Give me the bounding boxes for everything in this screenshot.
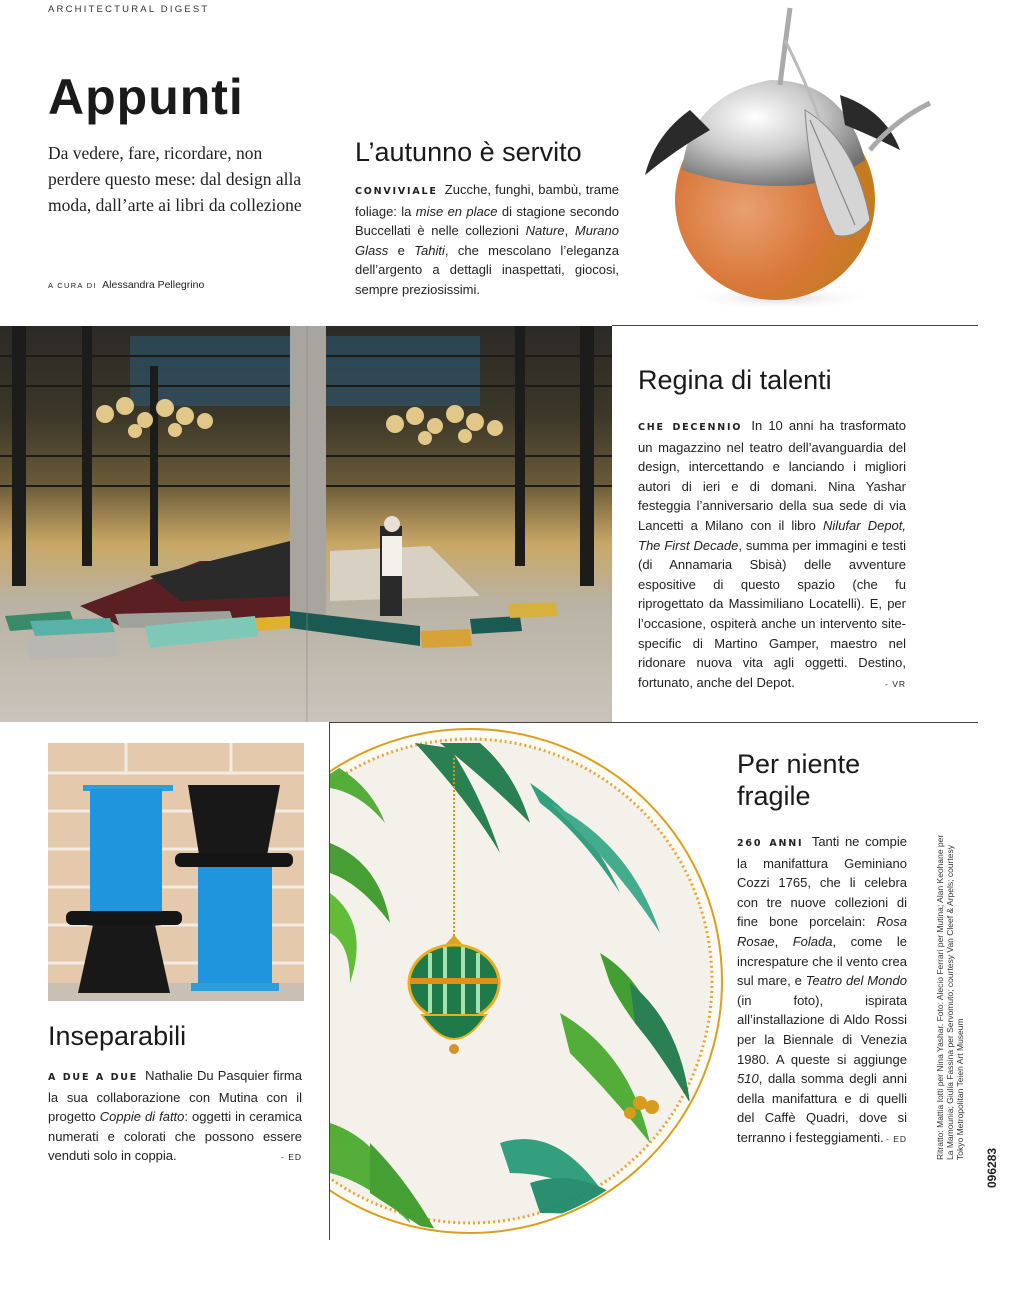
italic-title: Nature (525, 223, 565, 239)
article-body-inseparabili: A DUE A DUE Nathalie Du Pasquier firma la sua collaborazione con Mutina con il progetto Coppie di fatto: oggetti in ceramica numerati e colorati che possono essere venduti solo in coppia. - ED (48, 1066, 302, 1168)
stools-illustration (48, 743, 304, 1001)
editor-credit (48, 279, 204, 291)
italic-title: Teatro del Mondo (805, 973, 907, 989)
article-title-autunno: L’autunno è servito (355, 137, 582, 167)
article-kicker: 260 ANNI (737, 838, 804, 849)
article-title-regina: Regina di talenti (638, 365, 832, 395)
author-signature: - ED (886, 1133, 907, 1144)
article-kicker: CONVIVIALE (355, 186, 438, 197)
article-kicker: A DUE A DUE (48, 1072, 139, 1083)
photo-credits: Ritratto: Mattia Iotti per Nina Yashar. Foto: Alecio Ferrari per Mutina; Alan Keohane per La Mamounia; Giulia Fassina per Servomuto; courtesy Van Cleef & Arpels; courtesy Tokyo Metropolitan Teien Art Museum (935, 834, 965, 1160)
italic-title: 510 (737, 1071, 759, 1087)
page-deck: Da vedere, fare, ricordare, non perdere questo mese: dal design alla moda, dall’arte ai libri da collezione (48, 143, 302, 215)
article-body-fragile: 260 ANNI Tanti ne compie la manifattura Geminiano Cozzi 1765, che li celebra con tre nuove collezioni di fine bone porcelain: Rosa Rosae, Folada, come le increspature che il vento crea sul mare, e Teatro del Mondo (in foto), ispirata all’installazione di Aldo Rossi per la Biennale di Venezia 1980. A queste si aggiunge 510, dalla somma degli anni della manifattura e di quelli del Caffè Quadri, dove si terranno i festeggiamenti. - ED (737, 832, 907, 1150)
italic-title: mise en place (415, 203, 498, 219)
italic-title: Rosa Rosae (737, 914, 907, 949)
porcelain-plate-image (330, 723, 730, 1239)
italic-title: Coppie di fatto (99, 1109, 185, 1125)
italic-title: Murano Glass (355, 223, 619, 258)
article-kicker: CHE DECENNIO (638, 422, 743, 433)
article-body-autunno: CONVIVIALE Zucche, funghi, bambù, trame foliage: la mise en place di stagione secondo Buccellati è nelle collezioni Nature, Murano Glass e Tahiti, che mescolano l’eleganza dell’argento a dettagli inaspettati, giocosi, sempre preziosissimi. (355, 182, 619, 297)
interior-illustration (0, 326, 612, 722)
page-title: Appunti (48, 69, 244, 125)
italic-title: Tahiti (414, 242, 445, 258)
italic-title: Nilufar Depot, The First Decade (638, 517, 907, 553)
silver-apple-bowl-image (630, 0, 940, 320)
article-title-inseparabili: Inseparabili (48, 1021, 187, 1051)
masthead: ARCHITECTURAL DIGEST (48, 4, 210, 15)
page-code: 096283 (985, 1147, 999, 1188)
section-divider (612, 325, 978, 326)
ceramic-stools-image (48, 743, 304, 1001)
author-signature: - ED (281, 1152, 302, 1163)
credit-name: Alessandra Pellegrino (102, 279, 205, 291)
plate-illustration (330, 723, 730, 1239)
silver-apple-bowl-icon (630, 0, 940, 320)
nilufar-depot-interior-image (0, 326, 612, 722)
article-body-regina: CHE DECENNIO In 10 anni ha trasformato un magazzino nel teatro dell’avanguardia del design, intercettando e lanciando i migliori autori di ieri e di domani. Nina Yashar festeggia l’anniversario della sua sede di via Lancetti a Milano con il libro Nilufar Depot, The First Decade, summa per immagini e testi (di Annamaria Sbisà) delle avventure espositive di questo spazio (che fu riprogettato da Massimiliano Locatelli). E, per l’occasione, ospiterà anche un intervento site-specific di Martino Gamper, maestro nel ridonare nuova vita agli oggetti. Destino, fortunato, anche del Depot. - VR (638, 416, 906, 694)
credit-prefix: A CURA DI (48, 281, 97, 290)
article-title-fragile: Per niente fragile (737, 749, 861, 811)
italic-title: Folada (792, 933, 833, 949)
author-signature: - VR (885, 678, 906, 689)
